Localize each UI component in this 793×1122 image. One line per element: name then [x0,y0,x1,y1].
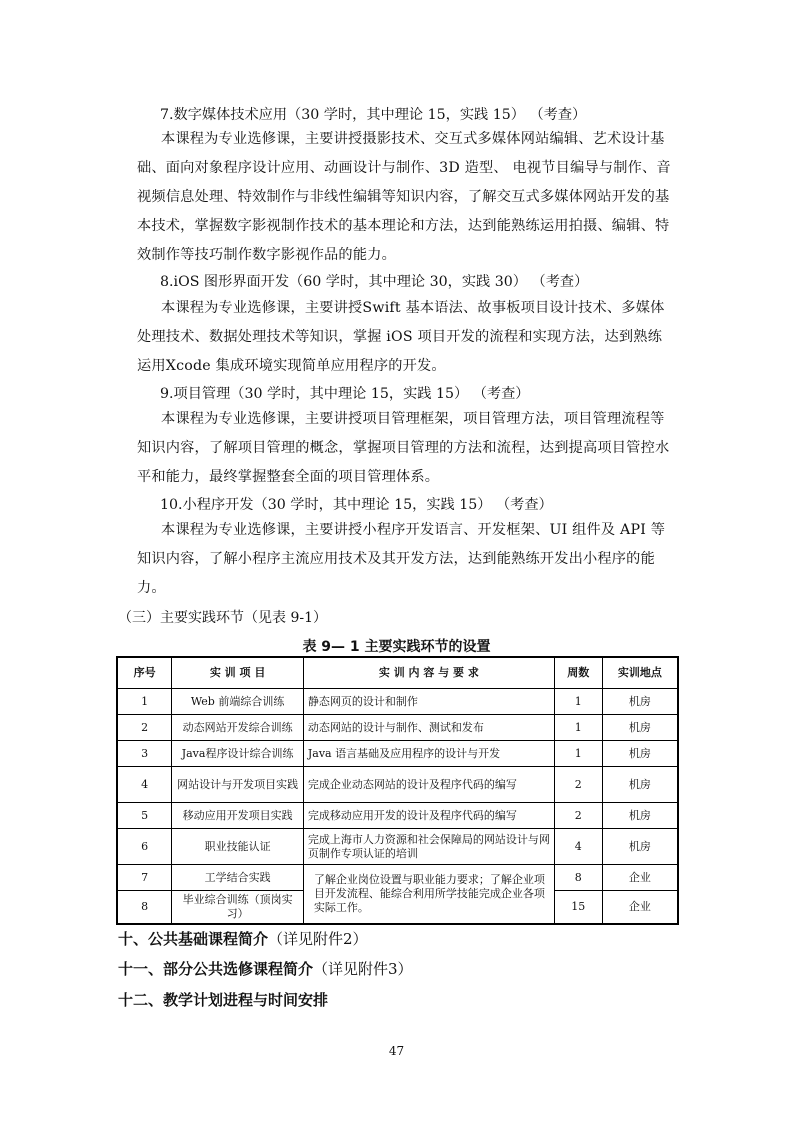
cell-weeks: 8 [554,865,602,891]
cell-content-merged: 了解企业岗位设置与职业能力要求；了解企业项目开发流程、能综合利用所学技能完成企业各项实际工作。 [303,865,554,925]
section-11-note: （详见附件3） [313,960,413,978]
cell-no: 2 [117,715,172,741]
course-10-body: 本课程为专业选修课，主要讲授小程序开发语言、开发框架、UI 组件及 API 等知识内容，了解小程序主流应用技术及其开发方法，达到能熟练开发出小程序的能力。 [137,522,666,596]
table-caption: 表 9— 1 主要实践环节的设置 [302,639,491,655]
header-place: 实训地点 [602,657,678,689]
cell-weeks: 1 [554,741,602,767]
header-content: 实 训 内 容 与 要 求 [303,657,554,689]
table-row [117,803,678,829]
section-11-title: 十一、部分公共选修课程简介 [118,960,314,978]
section-10-note: （详见附件2） [268,930,368,948]
cell-place: 机房 [602,715,678,741]
cell-weeks: 2 [554,803,602,829]
cell-content: 动态网站的设计与制作、测试和发布 [303,715,554,741]
cell-no: 7 [117,865,172,891]
cell-place: 机房 [602,829,678,865]
course-8-body: 本课程为专业选修课，主要讲授Swift 基本语法、故事板项目设计技术、多媒体处理技术、数据处理技术等知识，掌握 iOS 项目开发的流程和实现方法，达到熟练运用Xcode 集成环境实现简单应用程序的开发。 [137,300,665,374]
cell-project: 网站设计与开发项目实践 [172,767,304,803]
cell-no: 5 [117,803,172,829]
section-10 [118,928,368,949]
cell-content: 完成上海市人力资源和社会保障局的网站设计与网页制作专项认证的培训 [303,829,554,865]
cell-weeks: 1 [554,689,602,715]
table-row [117,767,678,803]
course-10-heading: 10.小程序开发（30 学时，其中理论 15，实践 15） （考查） [160,497,553,513]
cell-project: 职业技能认证 [172,829,304,865]
cell-project: Java程序设计综合训练 [172,741,304,767]
course-8-heading: 8.iOS 图形界面开发（60 学时，其中理论 30，实践 30） （考查） [160,274,589,290]
section-12-title: 十二、教学计划进程与时间安排 [118,991,329,1009]
table-header-row [117,657,678,689]
cell-weeks: 2 [554,767,602,803]
cell-content: 完成企业动态网站的设计及程序代码的编写 [303,767,554,803]
table-row [117,865,678,891]
cell-place: 机房 [602,741,678,767]
practice-section-title: （三）主要实践环节（见表 9-1） [118,610,327,626]
course-9-heading: 9.项目管理（30 学时，其中理论 15，实践 15） （考查） [160,386,530,402]
table-row [117,689,678,715]
cell-no: 1 [117,689,172,715]
header-project: 实 训 项 目 [172,657,304,689]
cell-weeks: 15 [554,891,602,925]
cell-project: 工学结合实践 [172,865,304,891]
cell-place: 机房 [602,767,678,803]
cell-project: Web 前端综合训练 [172,689,304,715]
cell-content: Java 语言基础及应用程序的设计与开发 [303,741,554,767]
cell-weeks: 1 [554,715,602,741]
cell-place: 企业 [602,865,678,891]
table-row [117,741,678,767]
cell-content: 完成移动应用开发的设计及程序代码的编写 [303,803,554,829]
table-row [117,715,678,741]
section-10-title: 十、公共基础课程简介 [118,930,269,948]
cell-content: 静态网页的设计和制作 [303,689,554,715]
cell-no: 3 [117,741,172,767]
cell-place: 机房 [602,803,678,829]
cell-place: 机房 [602,689,678,715]
cell-no: 4 [117,767,172,803]
header-no: 序号 [117,657,172,689]
course-9-body: 本课程为专业选修课，主要讲授项目管理框架，项目管理方法，项目管理流程等知识内容，了解项目管理的概念，掌握项目管理的方法和流程，达到提高项目管控水平和能力，最终掌握整套全面的项目管理体系。 [137,411,670,485]
cell-project: 动态网站开发综合训练 [172,715,304,741]
table-row [117,829,678,865]
cell-no: 8 [117,891,172,925]
practice-table [116,656,679,925]
cell-place: 企业 [602,891,678,925]
section-12 [118,989,328,1010]
page-number: 47 [388,1044,405,1058]
course-7-heading: 7.数字媒体技术应用（30 学时，其中理论 15，实践 15） （考查） [160,107,587,123]
header-weeks: 周数 [554,657,602,689]
section-11 [118,958,413,979]
cell-project: 毕业综合训练（顶岗实习） [172,891,304,925]
cell-weeks: 4 [554,829,602,865]
cell-project: 移动应用开发项目实践 [172,803,304,829]
course-7-body: 本课程为专业选修课，主要讲授摄影技术、交互式多媒体网站编辑、艺术设计基础、面向对象程序设计应用、动画设计与制作、3D 造型、 电视节目编导与制作、音视频信息处理、特效制作与非线性编辑等知识内容，了解交互式多媒体网站开发的基本技术，掌握数字影视制作技术的基本理论和方法，达到能熟练运用拍摄、编辑、特效制作等技巧制作数字影视作品的能力。 [137,131,671,263]
cell-no: 6 [117,829,172,865]
